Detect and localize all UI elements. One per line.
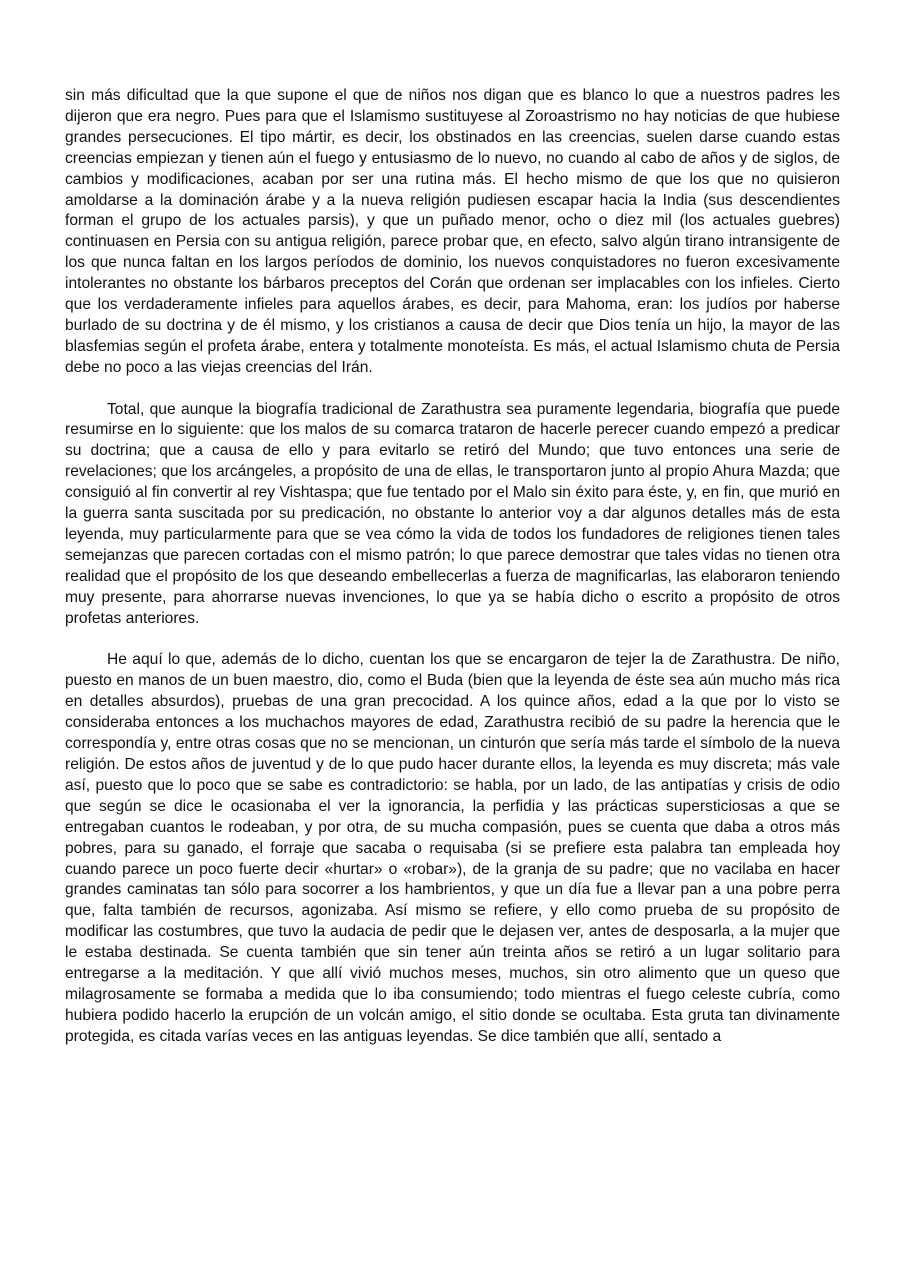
paragraph-biography: Total, que aunque la biografía tradicional de Zarathustra sea puramente legendaria, biografía que puede resumirse en lo siguiente: que los malos de su comarca trataron de hacerle perecer cuando empezó a predicar su doctrina; que a causa de ello y para evitarlo se retiró del Mundo; que tuvo entonces una serie de revelaciones; que los arcángeles, a propósito de una de ellas, le transportaron junto al propio Ahura Mazda; que consiguió al fin convertir al rey Vishtaspa; que fue tentado por el Malo sin éxito para éste, y, en fin, que murió en la guerra santa suscitada por su predicación, no obstante lo anterior voy a dar algunos detalles más de esta leyenda, muy particularmente para que se vea cómo la vida de todos los fundadores de religiones tienen tales semejanzas que parecen cortadas con el mismo patrón; lo que parece demostrar que tales vidas no tienen otra realidad que el propósito de los que deseando embellecerlas a fuerza de magnificarlas, las elaboraron teniendo muy presente, para ahorrarse nuevas invenciones, lo que ya se había dicho o escrito a propósito de otros profetas anteriores. xyxy=(65,400,840,627)
paragraph-legend: He aquí lo que, además de lo dicho, cuentan los que se encargaron de tejer la de Zarathustra. De niño, puesto en manos de un buen maestro, dio, como el Buda (bien que la leyenda de éste sea aún mucho más rica en detalles absurdos), pruebas de una gran precocidad. A los quince años, edad a la que por lo visto se consideraba entonces a los muchachos mayores de edad, Zarathustra recibió de su padre la herencia que le correspondía y, entre otras cosas que no se mencionan, un cinturón que sería más tarde el símbolo de la nueva religión. De estos años de juventud y de lo que pudo hacer durante ellos, la leyenda es muy discreta; más vale así, puesto que lo poco que se sabe es contradictorio: se habla, por un lado, de las antipatías y crisis de odio que según se dice le ocasionaba el ver la ignorancia, la perfidia y las prácticas supersticiosas a que se entregaban cuantos le rodeaban, y por otra, de su mucha compasión, pues se cuenta que daba a otros más pobres, para su ganado, el forraje que sacaba o requisaba (si se prefiere esta palabra tan empleada hoy cuando parece un poco fuerte decir «hurtar» o «robar»), de la granja de su padre; que no vacilaba en hacer grandes caminatas tan sólo para socorrer a los hambrientos, y que un día fue a llevar pan a una pobre perra que, falta también de recursos, agonizaba. Así mismo se refiere, y ello como prueba de su propósito de modificar las costumbres, que tuvo la audacia de pedir que le dejasen ver, antes de desposarla, a la mujer que le estaba destinada. Se cuenta también que sin tener aún treinta años se retiró a un lugar solitario para entregarse a la meditación. Y que allí vivió muchos meses, muchos, sin otro alimento que un queso que milagrosamente se formaba a medida que lo iba consumiendo; todo mientras el fuego celeste cubría, como hubiera podido hacerlo la erupción de un volcán amigo, el sitio donde se ocultaba. Esta gruta tan divinamente protegida, es citada varías veces en las antiguas leyendas. Se dice también que allí, sentado a xyxy=(65,651,840,1045)
paragraph-continuation: sin más dificultad que la que supone el que de niños nos digan que es blanco lo que a nuestros padres les dijeron que era negro. Pues para que el Islamismo sustituyese al Zoroastrismo no hay noticias de que hubiese grandes persecuciones. El tipo mártir, es decir, los obstinados en las creencias, suelen darse cuando estas creencias empiezan y tienen aún el fuego y entusiasmo de lo nuevo, no cuando al cabo de años y de siglos, de cambios y modificaciones, acaban por ser una rutina más. El hecho mismo de que los que no quisieron amoldarse a la dominación árabe y a la nueva religión pudiesen escapar hacia la India (sus descendientes forman el grupo de los actuales parsis), y que un puñado menor, ocho o diez mil (los actuales guebres) continuasen en Persia con su antigua religión, parece probar que, en efecto, salvo algún tirano intransigente de los que nunca faltan en los largos períodos de dominio, los nuevos conquistadores no fueron excesivamente intolerantes no obstante los bárbaros preceptos del Corán que ordenan ser implacables con los infieles. Cierto que los verdaderamente infieles para aquellos árabes, es decir, para Mahoma, eran: los judíos por haberse burlado de su doctrina y de él mismo, y los cristianos a causa de decir que Dios tenía un hijo, la mayor de las blasfemias según el profeta árabe, entera y totalmente monoteísta. Es más, el actual Islamismo chuta de Persia debe no poco a las viejas creencias del Irán. xyxy=(65,87,840,376)
document-page xyxy=(65,86,840,1048)
